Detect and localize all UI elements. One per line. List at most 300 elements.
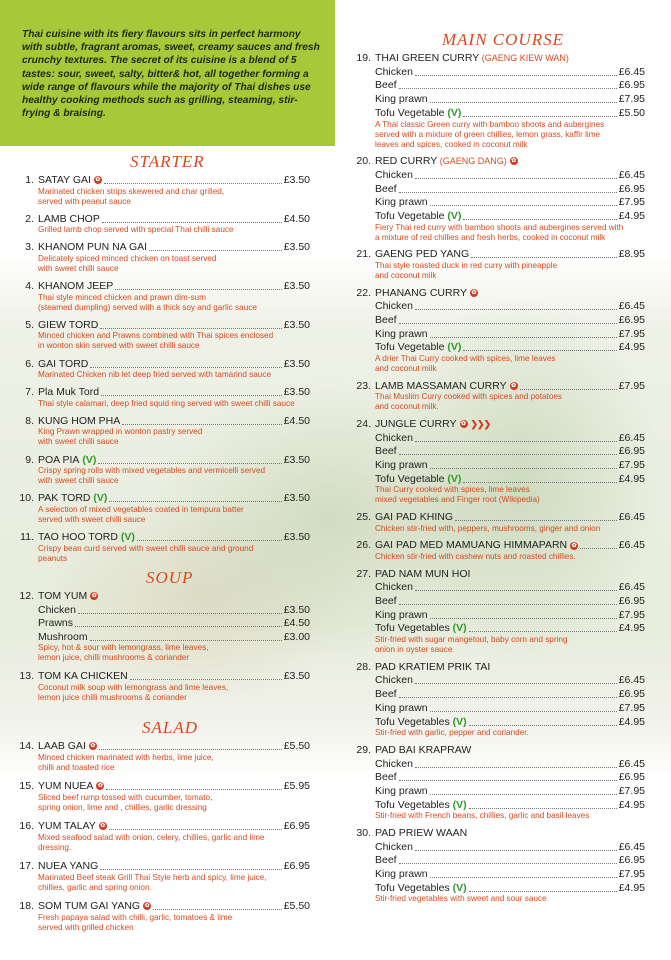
price-row [375,445,645,458]
price-row [38,631,310,644]
row-price: £3.50 [283,670,310,682]
row-label: KHANOM PUN NA GAI [38,241,148,254]
item-description: Thai style roasted duck in red curry with pineapple [375,260,558,270]
row-label: Tofu Vegetables (V) [375,798,467,811]
row-label: King prawn [375,868,428,880]
row-label: Chicken [375,300,413,313]
item-description: Thai style minced chicken and prawn dim-sum [38,292,206,302]
row-label: TAO HOO TORD (V) [38,531,135,543]
item-number: 1. [25,174,34,186]
price-row [375,868,645,881]
row-price: £6.95 [618,595,645,607]
dot-leader [122,424,281,425]
row-label: GAI TORD [38,357,89,370]
dot-leader [104,183,282,184]
veg-badge: (V) [449,715,467,728]
price-row [375,328,645,341]
dot-leader [90,367,281,368]
row-label: King prawn [375,93,428,106]
item-description: Marinated Chicken nib let deep fried served with tamarind sauce [38,370,272,379]
item-description: mixed vegetables and Finger root (Wikipedia) [375,495,540,505]
dot-leader [430,711,617,712]
item-title-row [38,415,310,428]
row-label: GAI PAD KHING [375,511,453,523]
dot-leader [100,328,281,329]
item-number: 13. [19,670,34,682]
dot-leader [415,850,617,851]
item-description: Delicately spiced minced chicken on toast served [38,253,217,263]
dot-leader [463,116,616,117]
item-number: 6. [25,357,34,370]
item-description: Spicy, hot & sour with lemongrass, lime leaves, [38,643,209,652]
dot-leader [463,350,616,351]
item-description: with sweet chilli sauce [38,263,119,273]
row-price: £7.95 [618,379,645,392]
row-price: £8.95 [618,248,645,261]
item-description: spring onion, lime and , chillies, garlic dressing [38,802,207,812]
row-price: £5.50 [618,106,645,119]
dot-leader [90,640,282,641]
row-label: Tofu Vegetable (V) [375,209,462,222]
dot-leader [109,829,282,830]
item-title-row [38,860,310,873]
item-number: 27. [356,567,371,580]
row-price: £6.45 [618,431,645,444]
dot-leader [399,780,617,781]
item-number: 21. [356,248,371,261]
item-number: 19. [356,52,371,64]
item-description: leaves and spices, cooked in coconut milk [375,139,528,149]
item-description: served with grilled chicken [38,922,134,932]
row-label: Tofu Vegetable (V) [375,341,462,354]
price-row [375,66,645,79]
dot-leader [99,749,282,750]
price-row [375,196,645,209]
veg-badge: (V) [117,531,135,543]
dot-leader [115,289,281,290]
item-subtitle: (GAENG KIEW WAN) [479,53,569,63]
price-row [375,210,645,223]
row-label: Pla Muk Tord [38,386,100,399]
item-title-row [38,174,310,187]
dot-leader [399,192,617,193]
item-description: Marinated chicken strips skewered and char grilled, [38,186,225,196]
item-name: PAD KRATIEM PRIK TAI [375,660,491,673]
row-price: £3.50 [283,174,310,186]
row-label: Beef [375,854,397,867]
intro-panel [0,0,335,146]
price-row [375,93,645,106]
price-row [375,771,645,784]
chili-icon: ✿ [100,823,106,830]
item-description: lemon juice, chilli mushrooms & coriander [38,653,190,662]
item-name: PAD NAM MUN HOI [375,567,471,580]
row-label: Tofu Vegetables (V) [375,881,467,894]
item-number: 12. [19,590,34,602]
price-row [375,841,645,854]
row-price: £4.50 [283,617,310,629]
row-price: £4.95 [618,715,645,728]
row-label: YUM TALAY ✿ [38,820,106,832]
price-row [375,799,645,812]
row-label: TOM KA CHICKEN [38,670,128,682]
row-price: £4.50 [283,414,310,427]
item-number: 28. [356,660,371,673]
row-price: £6.45 [618,539,645,552]
item-description: chillies, garlic and spring onion. [38,882,152,892]
row-price: £6.95 [618,445,645,458]
row-label: Beef [375,771,397,784]
row-price: £6.95 [618,182,645,195]
row-label: YUM NUEA ✿ [38,780,103,792]
dot-leader [109,501,281,502]
veg-badge: (V) [444,209,462,222]
item-title-row [38,319,310,332]
item-description: Fresh papaya salad with chilli, garlic, tomatoes & lime [38,912,233,922]
item-description: Minced chicken marinated with herbs, lime juice, [38,752,214,762]
item-description: Marinated Beef steak Grill Thai Style herb and spicy, lime juice, [38,872,267,882]
row-price: £5.50 [283,740,310,752]
price-row [375,473,645,486]
chili-icon: ✿ [471,289,477,296]
item-description: lemon juice chilli mushrooms & coriander [38,692,187,702]
row-price: £5.50 [283,900,310,912]
price-row [375,688,645,701]
dot-leader [430,618,617,619]
row-price: £6.45 [618,840,645,853]
price-row [375,581,645,594]
item-name: PAD BAI KRAPRAW [375,743,472,756]
dot-leader [415,309,617,310]
item-description: Grilled lamb chop served with special Thai chilli sauce [38,225,234,235]
dot-leader [106,789,281,790]
price-row [375,758,645,771]
row-price: £7.95 [618,608,645,621]
item-title-row [38,280,310,293]
row-price: £4.95 [618,622,645,635]
item-number: 22. [356,286,371,299]
item-title-row [375,380,645,393]
item-description: Sliced beef rump tossed with cucumber, tomato, [38,792,213,802]
dot-leader [430,794,617,795]
dot-leader [430,337,617,338]
dot-leader [580,548,617,549]
dot-leader [415,75,617,76]
item-number: 4. [25,280,34,293]
dot-leader [415,683,617,684]
dot-leader [430,877,617,878]
veg-badge: (V) [444,472,462,485]
row-label: Chicken [375,168,413,181]
item-number: 16. [19,820,34,832]
dot-leader [430,205,617,206]
row-label: Chicken [375,757,413,770]
dot-leader [102,222,282,223]
row-price: £4.95 [618,881,645,894]
row-label: PAK TORD (V) [38,492,108,505]
price-row [375,674,645,687]
item-description: Stir-fried with garlic, pepper and coriander. [375,728,529,738]
item-number: 15. [19,780,34,792]
item-name: PAD PRIEW WAAN [375,826,468,839]
row-price: £4.95 [618,341,645,354]
row-label: King prawn [375,784,428,797]
item-number: 25. [356,511,371,523]
row-label: KHANOM JEEP [38,280,114,293]
row-price: £4.50 [283,212,310,225]
row-label: King prawn [375,327,428,340]
dot-leader [75,626,282,627]
veg-badge: (V) [449,798,467,811]
row-label: Chicken [375,840,413,853]
item-description: onion in oyster sauce [375,645,453,655]
row-price: £3.50 [283,453,310,466]
dot-leader [399,323,617,324]
item-subtitle: (GAENG DANG) [437,156,507,167]
dot-leader [78,613,282,614]
item-title-row [38,213,310,226]
dot-leader [137,540,282,541]
dot-leader [430,468,617,469]
row-price: £7.95 [618,868,645,880]
row-price: £3.50 [283,280,310,293]
dot-leader [463,482,616,483]
item-description: chilli and toasted rice [38,762,115,772]
item-description: in wonton skin served with sweet chilli sauce [38,341,200,351]
row-price: £7.95 [618,784,645,797]
item-description: Fiery Thai red curry with bamboo shoots and aubergines served with [375,222,624,232]
row-price: £7.95 [618,701,645,714]
row-price: £3.50 [283,318,310,331]
item-number: 23. [356,379,371,392]
price-row [38,617,310,630]
item-number: 17. [19,860,34,872]
row-label: POA PIA (V) [38,453,97,466]
dot-leader [415,590,617,591]
row-price: £6.45 [618,757,645,770]
item-name: JUNGLE CURRY ✿ ❯❯❯ [375,417,491,430]
price-row [375,432,645,445]
row-price: £6.95 [618,313,645,326]
dot-leader [100,869,281,870]
item-number: 2. [25,212,34,225]
item-title-row [38,386,310,399]
row-price: £6.45 [618,168,645,181]
dot-leader [520,389,617,390]
item-description: Stir-fried with French beans, chillies, garlic and basil leaves [375,811,590,821]
row-label: SATAY GAI ✿ [38,174,101,186]
row-price: £6.95 [618,854,645,867]
row-label: Chicken [375,674,413,687]
item-description: A drier Thai Curry cooked with spices, lime leaves [375,354,556,363]
item-description: and coconut milk [375,364,437,373]
veg-badge: (V) [90,492,108,505]
row-label: Tofu Vegetable (V) [375,106,462,119]
item-name: PHANANG CURRY ✿ [375,286,477,299]
row-price: £7.95 [618,196,645,209]
price-row [375,609,645,622]
chili-icon: ✿ [571,542,577,549]
starter-heading: STARTER [130,152,205,171]
chili-icon: ✿ [511,382,517,389]
row-label: NUEA YANG [38,860,99,872]
item-number: 5. [25,318,34,331]
row-label: Beef [375,313,397,326]
row-label: King prawn [375,459,428,471]
price-row [375,300,645,313]
row-label: LAMB CHOP [38,212,100,225]
dot-leader [149,250,282,251]
price-row [375,79,645,92]
item-number: 18. [19,900,34,912]
row-label: Beef [375,445,397,458]
veg-badge: (V) [79,453,97,466]
item-number: 29. [356,743,371,756]
item-number: 9. [25,453,34,466]
row-price: £3.50 [283,241,310,254]
row-price: £6.95 [618,79,645,92]
dot-leader [399,863,617,864]
item-description: A selection of mixed vegetables coated in tempura batter [38,504,244,514]
row-price: £7.95 [618,93,645,106]
soup-heading: SOUP [146,568,194,587]
row-price: £3.00 [283,630,310,643]
item-title-row [38,358,310,371]
row-label: GIEW TORD [38,318,99,331]
item-description: Thai style calamari, deep fried squid ring served with sweet chilli sauce [38,398,295,408]
row-price: £3.50 [283,531,310,543]
price-row [375,459,645,472]
row-label: LAMB MASSAMAN CURRY ✿ [375,379,517,392]
row-price: £4.95 [618,798,645,811]
dot-leader [101,395,282,396]
price-row [375,785,645,798]
item-title-row [38,670,310,683]
chili-icon: ✿ [460,421,467,428]
dot-leader [130,679,282,680]
row-price: £3.50 [283,357,310,370]
item-number: 26. [356,539,371,552]
item-description: and coconut milk. [375,402,439,412]
item-number: 24. [356,417,371,430]
item-title-row [38,780,310,793]
row-label: King prawn [375,608,428,621]
row-price: £4.95 [618,209,645,222]
salad-heading: SALAD [142,718,198,737]
item-name: RED CURRY (GAENG DANG) ✿ [375,155,517,168]
item-description: and coconut milk [375,270,437,280]
price-row [38,604,310,617]
row-price: £6.45 [618,300,645,313]
row-price: £6.45 [618,674,645,687]
row-label: GAENG PED YANG [375,248,470,261]
item-title-row [38,454,310,467]
row-label: Chicken [38,603,76,616]
item-description: with sweet chilli sauce [38,476,119,486]
item-title-row [38,820,310,833]
item-number: 10. [19,492,34,505]
item-description: peanuts [38,553,68,563]
price-row [375,882,645,895]
dot-leader [469,725,617,726]
dot-leader [430,102,617,103]
item-description: served with a mixture of green chillies, lemon grass, kaffir lime [375,129,601,139]
price-row [375,595,645,608]
price-row [375,854,645,867]
row-label: GAI PAD MED MAMUANG HIMMAPARN ✿ [375,539,577,552]
row-label: Beef [375,688,397,701]
item-title-row [375,511,645,524]
dot-leader [469,891,617,892]
row-label: Tofu Vegetables (V) [375,622,467,635]
chili-icon: ✿ [90,743,96,750]
item-description: Coconut milk soup with lemongrass and lime leaves, [38,682,229,692]
chili-icon: ✿ [91,593,97,600]
row-label: SOM TUM GAI YANG ✿ [38,900,150,912]
veg-badge: (V) [444,341,462,354]
row-price: £4.95 [618,472,645,485]
dot-leader [415,441,617,442]
item-description: Mixed seafood salad with onion, celery, chillies, garlic and lime [38,832,265,842]
item-title-row [38,531,310,544]
price-row [375,107,645,120]
main-course-heading: MAIN COURSE [442,30,564,49]
item-description: Thai Muslim Curry cooked with spices and potatoes [375,392,563,402]
chili-icon: ✿ [511,158,517,165]
price-row [375,314,645,327]
item-description: Stir-fried with sugar mangetout, baby corn and spring [375,635,568,645]
dot-leader [463,219,616,220]
item-description: (steamed dumpling) served with a thick soy and garlic sauce [38,302,257,312]
row-label: Prawns [38,617,74,629]
dot-leader [399,604,617,605]
hot-rating-icon: ❯❯❯ [470,418,491,429]
item-description: Minced chicken and Prawns combined with Thai spices enclosed [38,331,274,341]
item-number: 20. [356,155,371,168]
price-row [375,183,645,196]
row-price: £3.50 [283,386,310,399]
row-label: Beef [375,595,397,607]
row-label: Mushroom [38,630,88,643]
item-name: TOM YUM ✿ [38,590,97,602]
item-number: 11. [20,531,34,543]
row-price: £6.95 [618,771,645,784]
dot-leader [471,257,617,258]
price-row [375,622,645,635]
row-price: £6.45 [618,581,645,594]
dot-leader [469,808,617,809]
price-row [375,341,645,354]
row-price: £6.45 [618,511,645,523]
row-label: KUNG HOM PHA [38,414,121,427]
item-title-row [375,248,645,261]
veg-badge: (V) [449,881,467,894]
item-number: 30. [356,826,371,839]
item-description: Chicken stir-fried with cashew nuts and roasted chillies. [375,552,576,561]
item-description: A Thai classic Green curry with bamboo shoots and aubergines [375,119,605,129]
item-title-row [38,900,310,913]
item-description: Chicken stir-fried with, peppers, mushrooms, ginger and onion [375,523,601,533]
dot-leader [399,88,617,89]
price-row [375,169,645,182]
item-title-row [375,539,645,552]
item-description: King Prawn wrapped in wonton pastry served [38,427,203,437]
row-price: £3.50 [283,492,310,505]
row-label: Beef [375,182,397,195]
row-label: Chicken [375,65,413,78]
item-number: 14. [19,740,34,752]
chili-icon: ✿ [95,177,101,184]
